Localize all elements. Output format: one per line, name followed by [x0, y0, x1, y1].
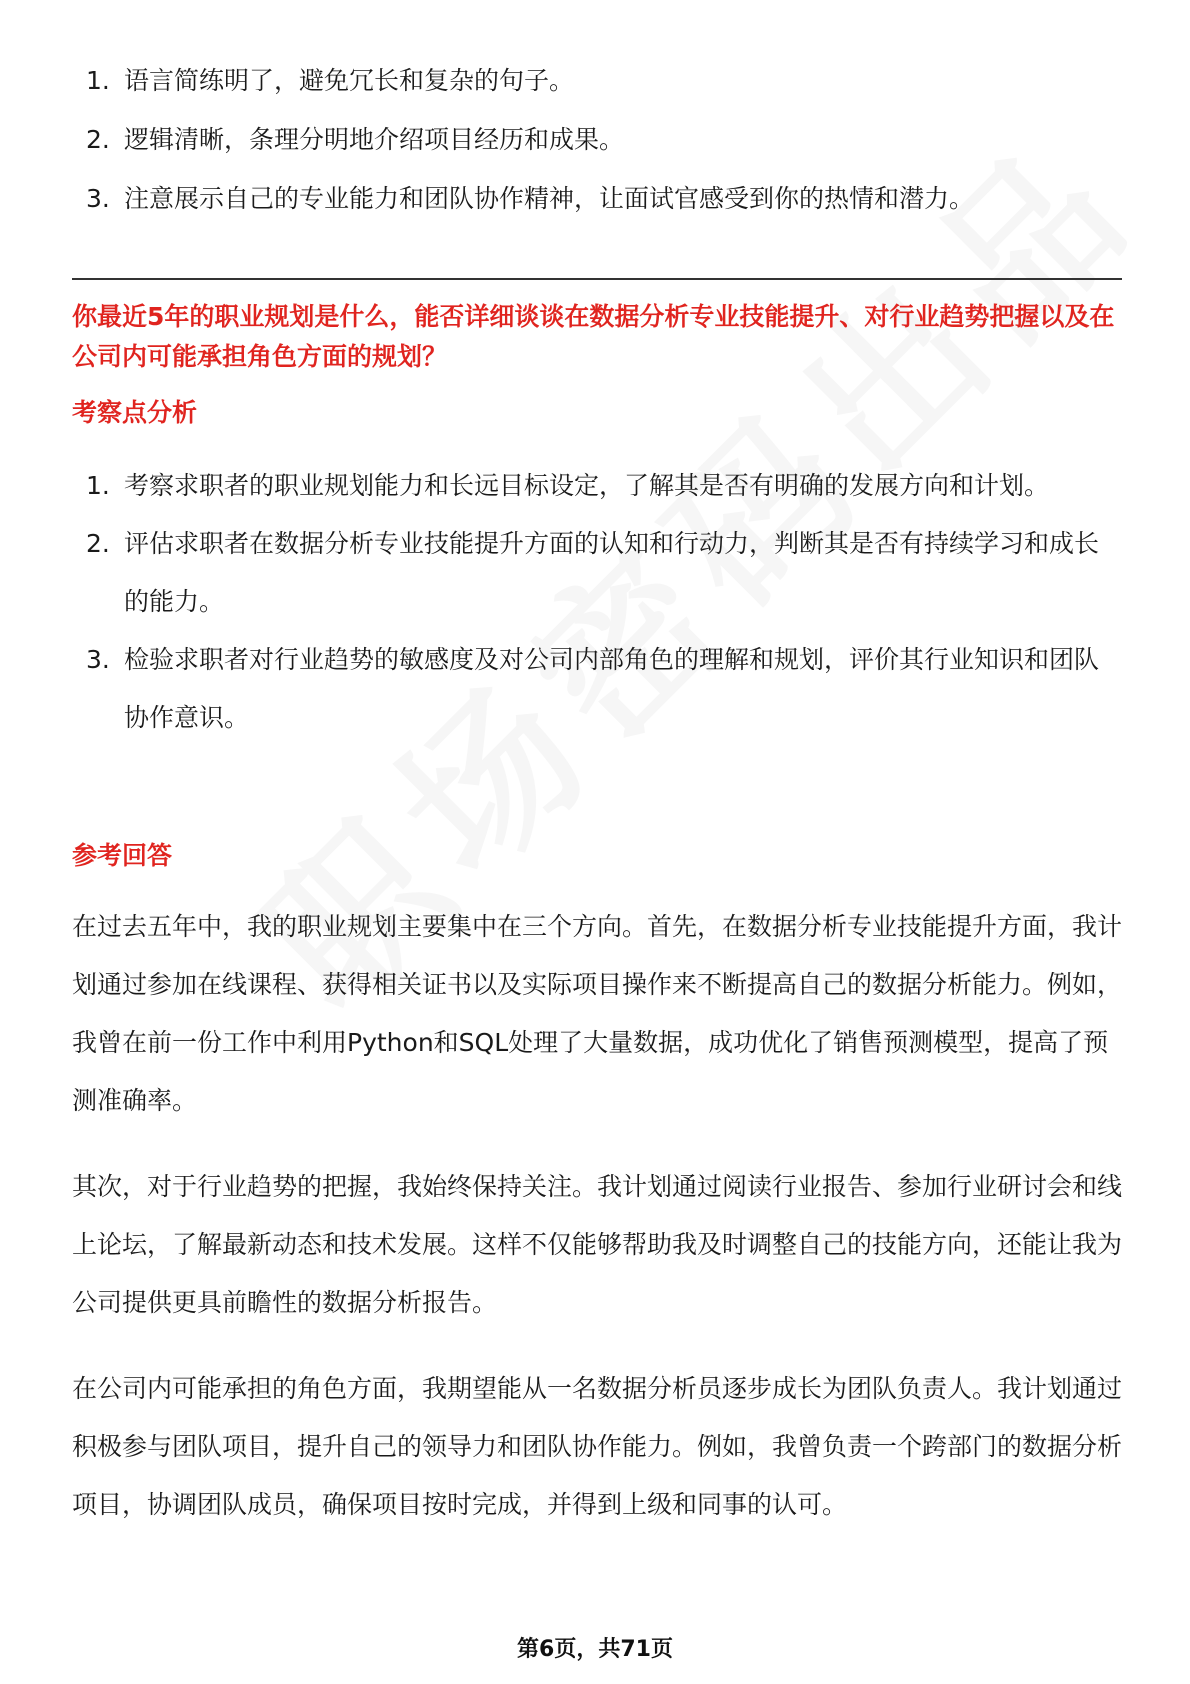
answer-body: [72, 898, 1122, 1562]
list-item: [72, 457, 1122, 515]
list-number: 3.: [86, 184, 110, 213]
list-text: 语言简练明了，避免冗长和复杂的句子。: [124, 66, 575, 95]
section-divider: [72, 278, 1122, 280]
list-number: 2.: [86, 125, 110, 154]
question-title: 你最近5年的职业规划是什么，能否详细谈谈在数据分析专业技能提升、对行业趋势把握以及在公司内可能承担角色方面的规划？: [72, 302, 1115, 371]
answer-paragraph: 其次，对于行业趋势的把握，我始终保持关注。我计划通过阅读行业报告、参加行业研讨会和线上论坛，了解最新动态和技术发展。这样不仅能够帮助我及时调整自己的技能方向，还能让我为公司提供更具前瞻性的数据分析报告。: [72, 1172, 1123, 1317]
list-number: 3.: [86, 645, 110, 674]
answer-heading: 参考回答: [72, 841, 173, 870]
list-text: 评估求职者在数据分析专业技能提升方面的认知和行动力，判断其是否有持续学习和成长的能力。: [124, 529, 1100, 616]
page-footer: 第6页，共71页: [517, 1637, 673, 1662]
analysis-list: [72, 457, 1122, 747]
list-number: 2.: [86, 529, 110, 558]
list-text: 考察求职者的职业规划能力和长远目标设定，了解其是否有明确的发展方向和计划。: [124, 471, 1050, 500]
list-item: [72, 631, 1122, 747]
list-text: 注意展示自己的专业能力和团队协作精神，让面试官感受到你的热情和潜力。: [124, 184, 975, 213]
answer-paragraph: 在公司内可能承担的角色方面，我期望能从一名数据分析员逐步成长为团队负责人。我计划通过积极参与团队项目，提升自己的领导力和团队协作能力。例如，我曾负责一个跨部门的数据分析项目，协调团队成员，确保项目按时完成，并得到上级和同事的认可。: [72, 1374, 1123, 1519]
list-number: 1.: [86, 66, 110, 95]
list-item: [72, 170, 1122, 228]
list-text: 检验求职者对行业趋势的敏感度及对公司内部角色的理解和规划，评价其行业知识和团队协作意识。: [124, 645, 1100, 732]
answer-paragraph: 在过去五年中，我的职业规划主要集中在三个方向。首先，在数据分析专业技能提升方面，我计划通过参加在线课程、获得相关证书以及实际项目操作来不断提高自己的数据分析能力。例如，我曾在前一份工作中利用Python和SQL处理了大量数据，成功优化了销售预测模型，提高了预测准确率。: [72, 912, 1123, 1115]
list-item: [72, 52, 1122, 110]
tips-list: [72, 52, 1122, 229]
list-text: 逻辑清晰，条理分明地介绍项目经历和成果。: [124, 125, 625, 154]
list-item: [72, 515, 1122, 631]
analysis-heading: 考察点分析: [72, 398, 198, 427]
list-item: [72, 111, 1122, 169]
list-number: 1.: [86, 471, 110, 500]
